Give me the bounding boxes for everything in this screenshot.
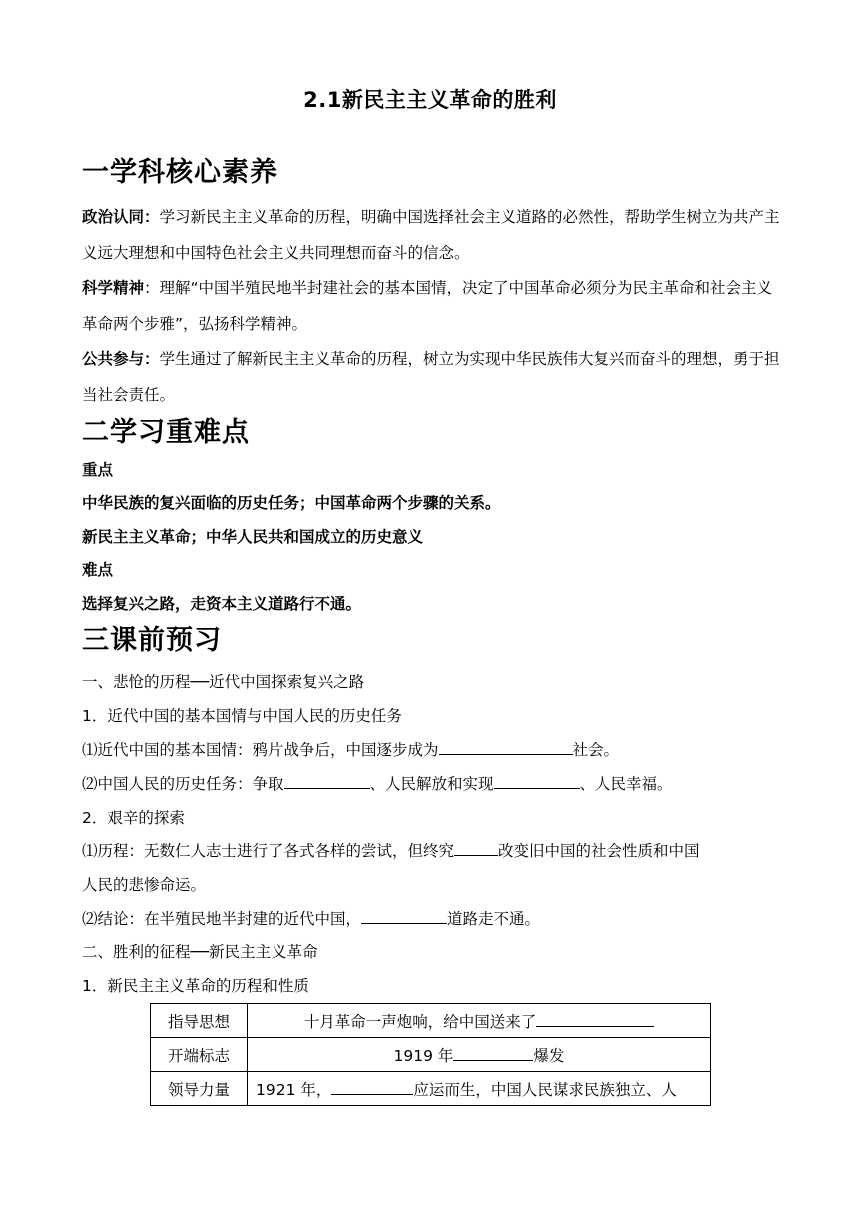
fill-blank[interactable] (453, 1044, 533, 1061)
table-row (151, 1004, 711, 1038)
label-science: 科学精神 (82, 279, 145, 297)
table-value-text: 十月革命一声炮响，给中国送来了 (303, 1012, 537, 1031)
fill-blank[interactable] (454, 839, 498, 856)
question2-2-text-b: 道路走不通。 (447, 910, 541, 928)
question1-2-text-c: 、人民幸福。 (579, 775, 673, 793)
table-value-cell (248, 1004, 711, 1038)
part1-title: 一、悲怆的历程──近代中国探索复兴之路 (82, 673, 365, 691)
fill-blank[interactable] (331, 1078, 413, 1095)
table-value-text-b: 应运而生，中国人民谋求民族独立、人 (413, 1080, 677, 1099)
difficult-points-label: 难点 (82, 561, 114, 579)
fill-blank[interactable] (494, 772, 580, 789)
label-political: 政治认同： (82, 208, 160, 226)
table-key-cell: 开端标志 (151, 1038, 248, 1072)
table-row (151, 1038, 711, 1072)
paragraph-public (82, 341, 782, 413)
question1-2-text-b: 、人民解放和实现 (369, 775, 494, 793)
question1-2-text-a: ⑵中国人民的历史任务：争取 (82, 775, 284, 793)
fill-blank[interactable] (284, 772, 370, 789)
table-value-cell (248, 1038, 711, 1072)
part2-title: 二、胜利的征程──新民主主义革命 (82, 943, 318, 961)
text-science: ：理解“中国半殖民地半封建社会的基本国情，决定了中国革命必须分为民主革命和社会主义革命两个步雅”，弘扬科学精神。 (82, 279, 773, 333)
section-heading-2: 二学习重难点 (82, 417, 250, 448)
question2-2 (82, 907, 802, 929)
key-point-2: 新民主主义革命；中华人民共和国成立的历史意义 (82, 528, 424, 546)
fill-blank[interactable] (439, 738, 573, 755)
paragraph-science (82, 270, 782, 342)
key-points-label: 重点 (82, 461, 114, 479)
question3-title: 1．新民主主义革命的历程和性质 (82, 977, 309, 995)
fill-blank[interactable] (536, 1010, 654, 1027)
table-value-cell (248, 1072, 711, 1106)
question2-2-text-a: ⑵结论：在半殖民地半封建的近代中国， (82, 910, 362, 928)
table-key-cell: 领导力量 (151, 1072, 248, 1106)
difficult-point-1: 选择复兴之路，走资本主义道路行不通。 (82, 595, 362, 613)
key-point-1: 中华民族的复兴面临的历史任务；中国革命两个步骤的关系。 (82, 494, 501, 512)
question1-title: 1．近代中国的基本国情与中国人民的历史任务 (82, 707, 402, 725)
question2-title: 2．艰辛的探索 (82, 809, 185, 827)
question1-1-text-a: ⑴近代中国的基本国情：鸦片战争后，中国逐步成为 (82, 741, 439, 759)
paragraph-political (82, 199, 782, 271)
page-title: 2.1新民主主义革命的胜利 (303, 88, 557, 112)
question2-1-continued: 人民的悲惨命运。 (82, 876, 207, 894)
table-value-text: 1919 年 (393, 1046, 454, 1065)
table-key-cell: 指导思想 (151, 1004, 248, 1038)
table-value-text: 1921 年， (256, 1080, 332, 1099)
question1-2 (82, 772, 802, 794)
revolution-table (150, 1003, 711, 1106)
section-heading-1: 一学科核心素养 (82, 157, 278, 188)
question2-1 (82, 839, 802, 861)
question1-1 (82, 738, 802, 760)
fill-blank[interactable] (361, 907, 447, 924)
table-row (151, 1072, 711, 1106)
question1-1-text-b: 社会。 (572, 741, 620, 759)
text-political: 学习新民主主义革命的历程，明确中国选择社会主义道路的必然性，帮助学生树立为共产主义远大理想和中国特色社会主义共同理想而奋斗的信念。 (82, 208, 780, 262)
label-public: 公共参与： (82, 350, 160, 368)
text-public: 学生通过了解新民主主义革命的历程，树立为实现中华民族伟大复兴而奋斗的理想，勇于担当社会责任。 (82, 350, 780, 404)
section-heading-3: 三课前预习 (82, 625, 222, 656)
question2-1-text-b: 改变旧中国的社会性质和中国 (498, 842, 700, 860)
question2-1-text-a: ⑴历程：无数仁人志士进行了各式各样的尝试，但终究 (82, 842, 455, 860)
table-value-text-b: 爆发 (533, 1046, 565, 1065)
